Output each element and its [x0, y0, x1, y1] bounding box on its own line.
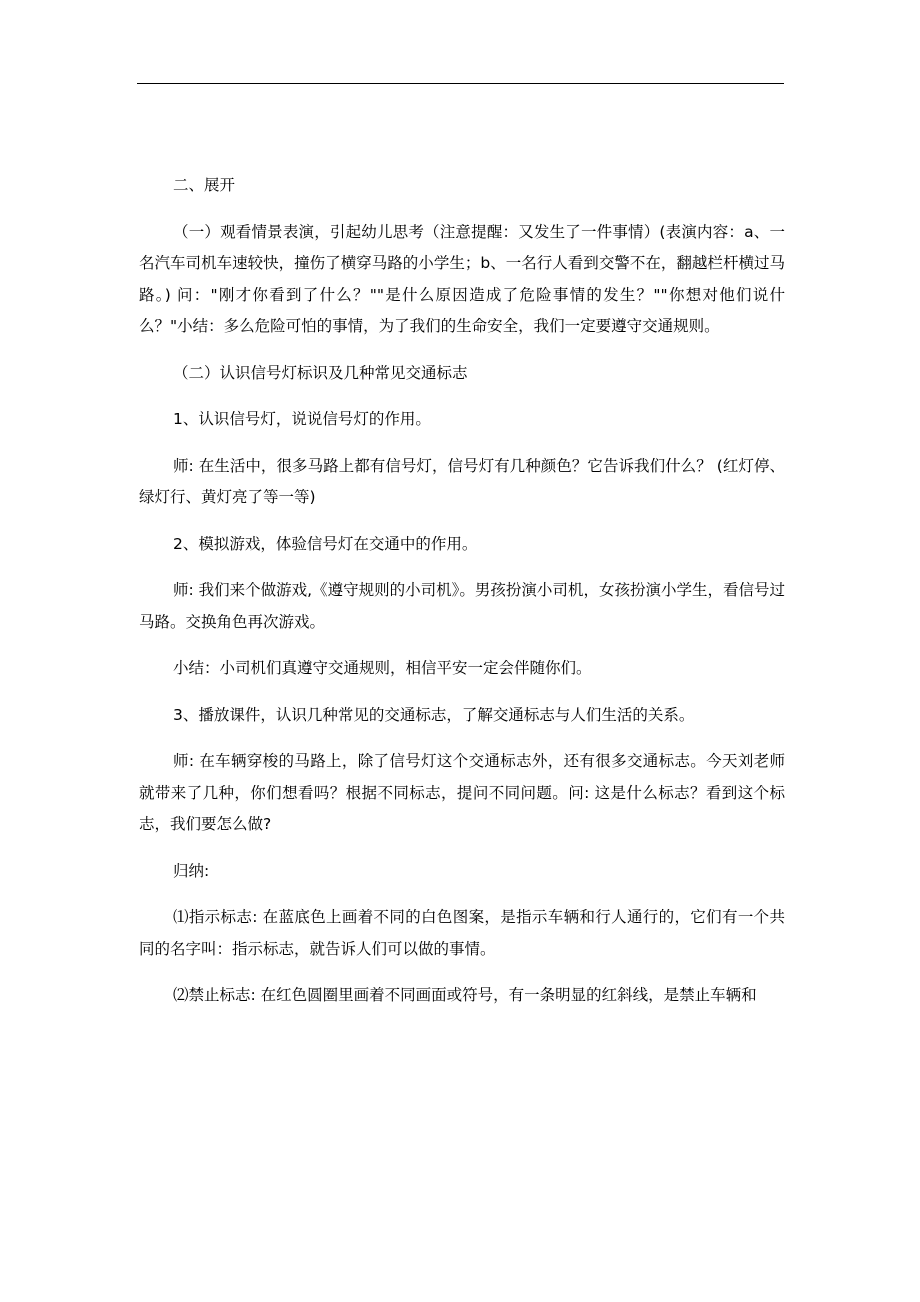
paragraph-summary: 小结：小司机们真遵守交通规则，相信平安一定会伴随你们。 — [173, 659, 592, 677]
header-rule — [137, 83, 784, 84]
subsection-heading-signals: （二）认识信号灯标识及几种常见交通标志 — [173, 363, 468, 382]
paragraph-scenario-performance: （一）观看情景表演，引起幼儿思考（注意提醒：又发生了一件事情）(表演内容：a、一名汽车司机车速较快，撞伤了横穿马路的小学生；b、一名行人看到交警不在，翻越栏杆横过马路。) 问："刚才你看到了什么？""是什么原因造成了危险事情的发生？""你想对他们说什么？"小结：多么危险可怕的事情，为了我们的生命安全，我们一定要遵守交通规则。 — [139, 222, 785, 335]
section-heading-expand: 二、展开 — [173, 176, 236, 194]
step-1-heading: 1、认识信号灯，说说信号灯的作用。 — [173, 410, 431, 428]
paragraph-teacher-game: 师: 我们来个做游戏,《遵守规则的小司机》。男孩扮演小司机，女孩扮演小学生，看信号过马路。交换角色再次游戏。 — [139, 581, 785, 631]
paragraph-prohibition-signs: ⑵禁止标志: 在红色圆圈里画着不同画面或符号，有一条明显的红斜线，是禁止车辆和 — [173, 986, 757, 1004]
paragraph-conclude-label: 归纳: — [173, 861, 210, 880]
paragraph-teacher-signals: 师: 在生活中，很多马路上都有信号灯，信号灯有几种颜色？它告诉我们什么？ (红灯停、绿灯行、黄灯亮了等一等) — [139, 456, 785, 506]
paragraph-teacher-signs: 师: 在车辆穿梭的马路上，除了信号灯这个交通标志外，还有很多交通标志。今天刘老师就带来了几种，你们想看吗？根据不同标志，提问不同问题。问: 这是什么标志？看到这个标志，我们要怎么做? — [139, 752, 785, 833]
step-3-heading: 3、播放课件，认识几种常见的交通标志，了解交通标志与人们生活的关系。 — [173, 705, 695, 724]
step-2-heading: 2、模拟游戏，体验信号灯在交通中的作用。 — [173, 534, 478, 553]
document-body — [139, 170, 785, 1012]
paragraph-indication-signs: ⑴指示标志: 在蓝底色上画着不同的白色图案，是指示车辆和行人通行的，它们有一个共同的名字叫：指示标志，就告诉人们可以做的事情。 — [139, 908, 785, 958]
